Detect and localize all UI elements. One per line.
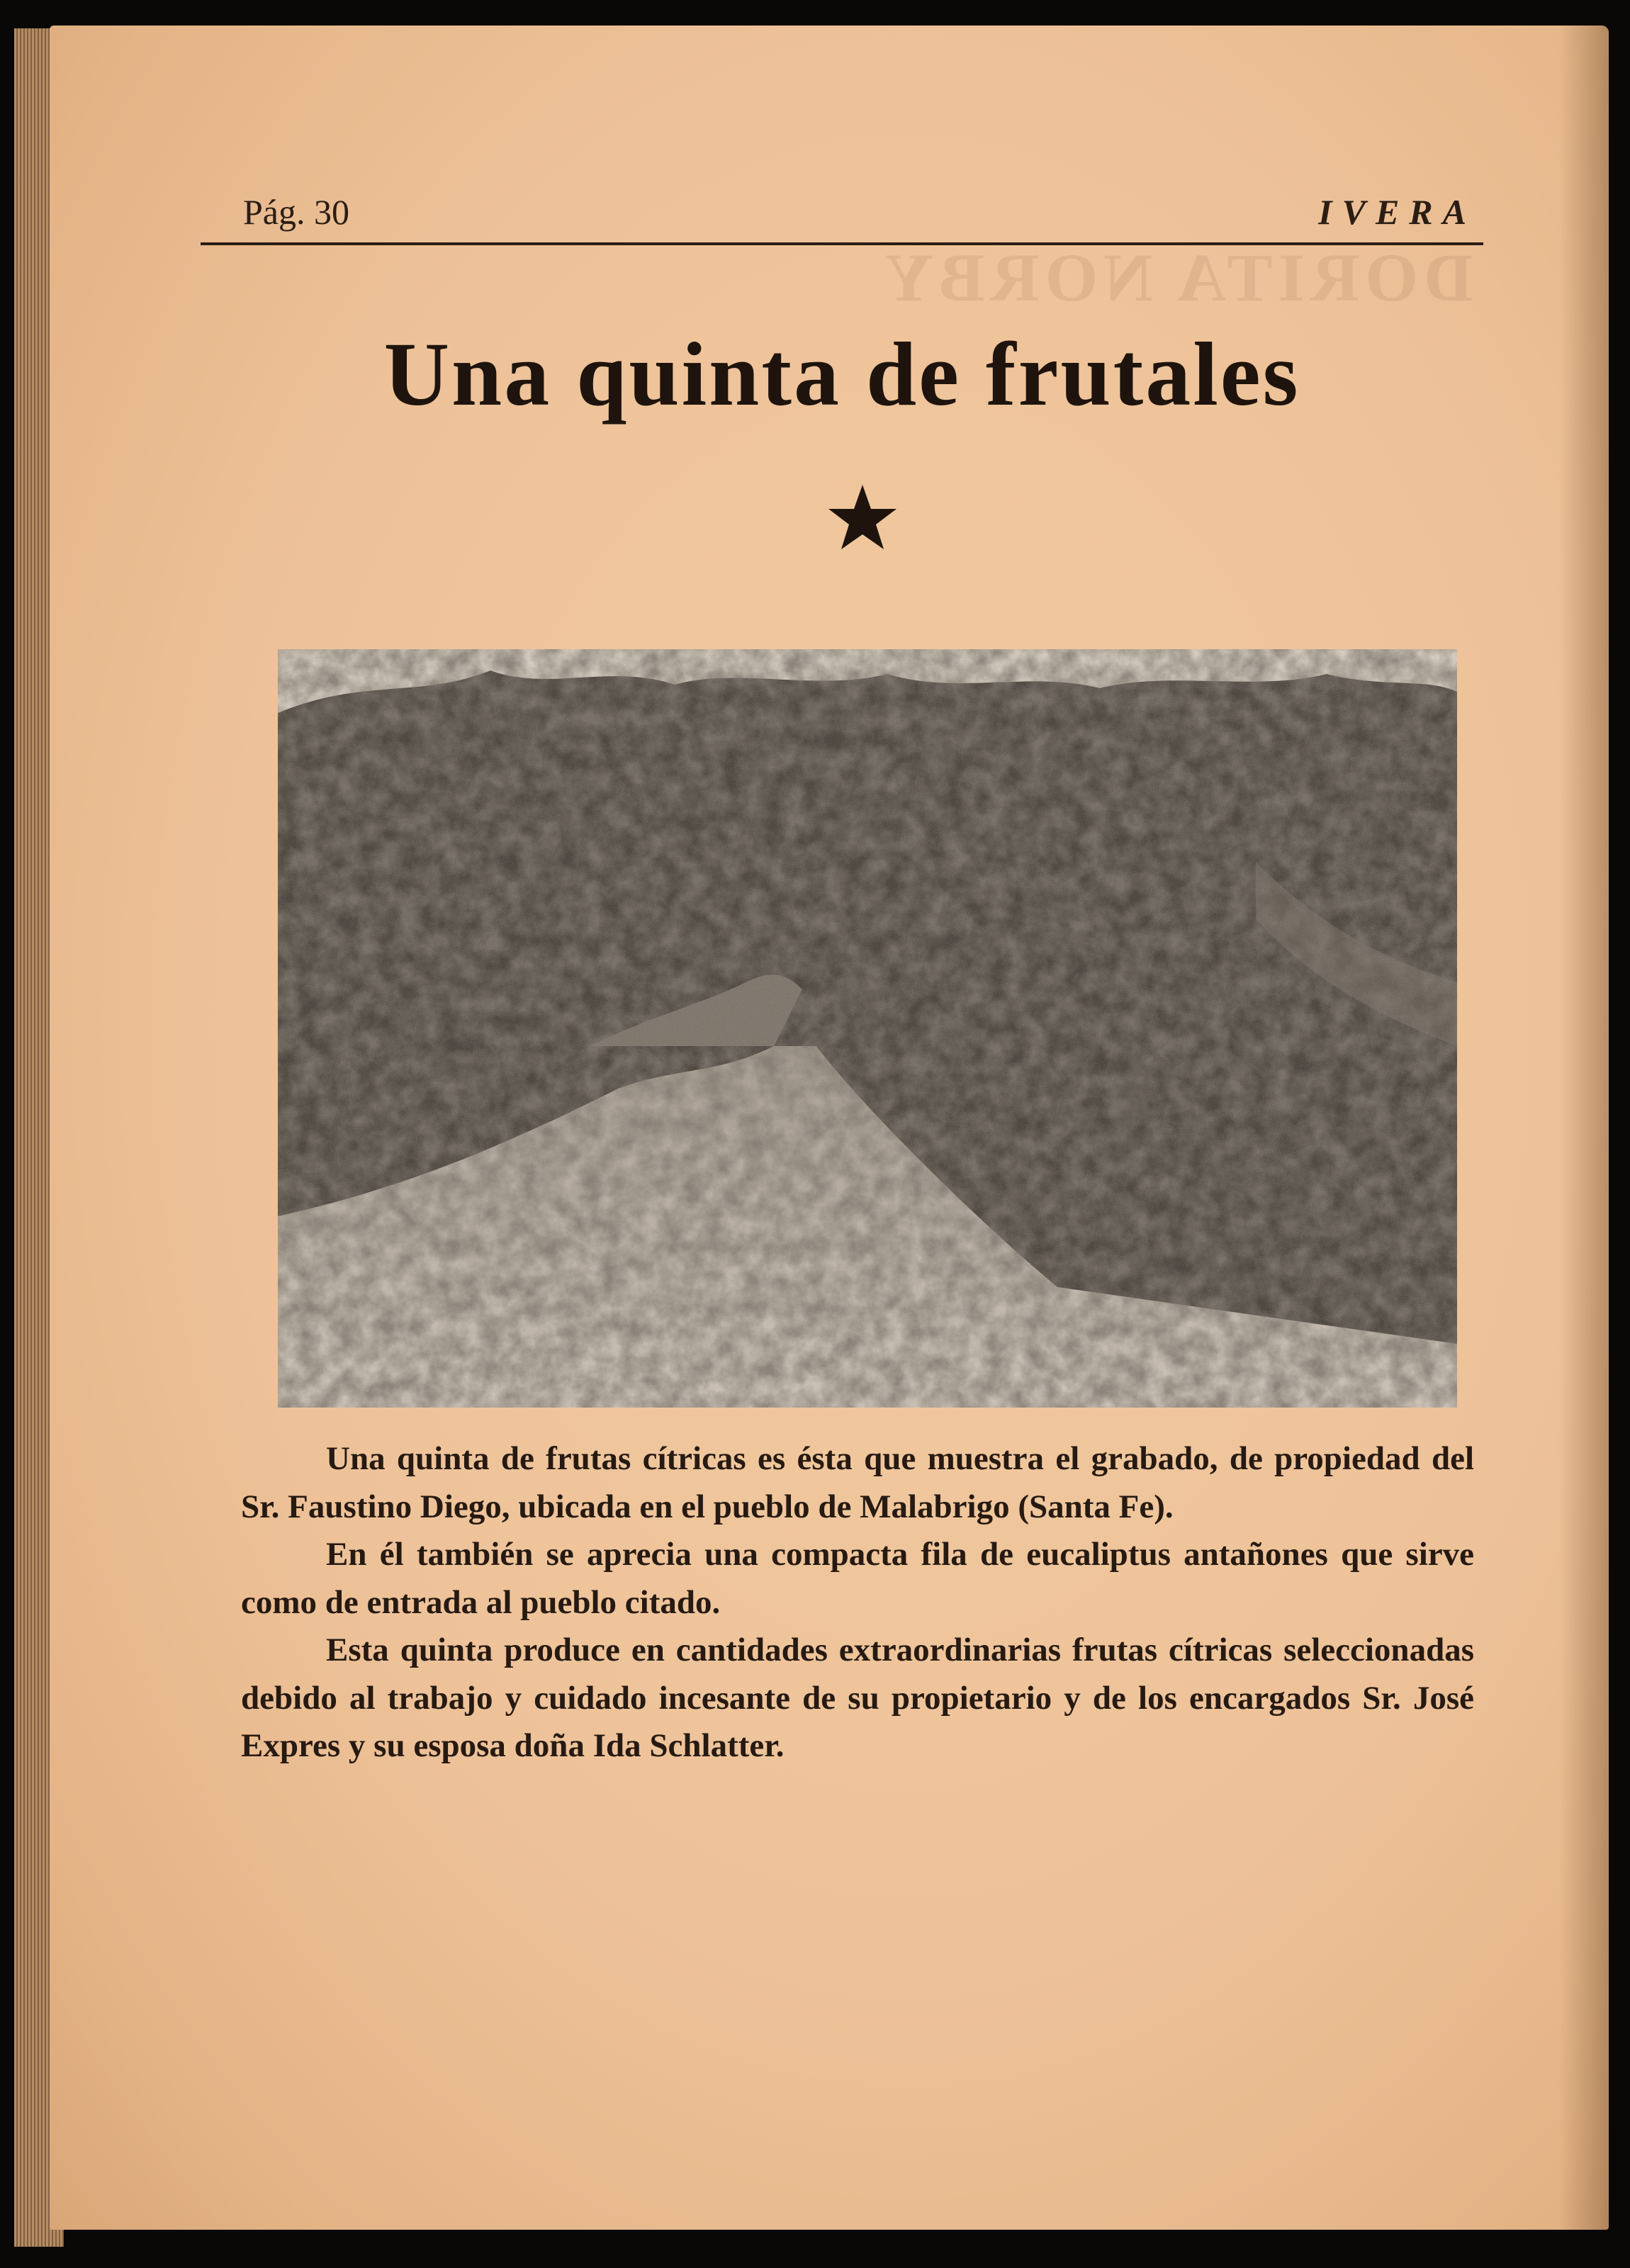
article-paragraph: Una quinta de frutas cítricas es ésta que muestra el grabado, de propiedad del Sr. Faustino Diego, ubicada en el pueblo de Malabrigo (Santa Fe). [241,1440,1474,1525]
article-body [241,1435,1474,1770]
gutter-shadow [1559,26,1609,2230]
page-number: Pág. 30 [243,192,349,232]
orchard-photo [278,649,1457,1408]
show-through-text: DORITA NORBY [879,240,1473,315]
star-icon [827,482,898,553]
article-paragraph: En él también se aprecia una compacta fila de eucaliptus antañones que sirve como de entrada al pueblo citado. [241,1536,1474,1621]
article-paragraph: Esta quinta produce en cantidades extraordinarias frutas cítricas seleccionadas debido al trabajo y cuidado incesante de su propietario y de los encargados Sr. José Expres y su esposa doña Ida Schlatter. [241,1632,1474,1764]
magazine-name: IVERA [1318,192,1476,232]
running-header [201,186,1483,245]
article-title: Una quinta de frutales [383,324,1300,425]
